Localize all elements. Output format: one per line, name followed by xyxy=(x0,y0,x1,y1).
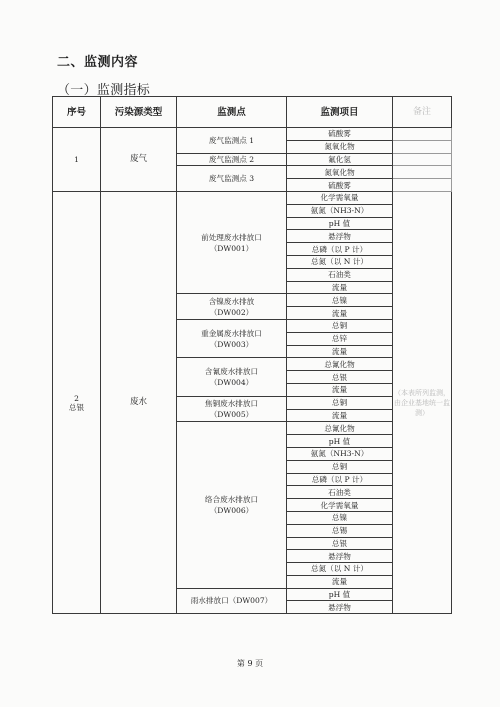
monitoring-point-cell xyxy=(177,358,287,396)
monitoring-item-cell: pH 值 xyxy=(287,435,393,448)
page-number: 第 9 页 xyxy=(236,659,264,668)
monitoring-item-cell: 石油类 xyxy=(287,486,393,499)
monitoring-point-cell xyxy=(177,588,287,614)
monitoring-point-cell xyxy=(177,128,287,154)
monitoring-point-code: （DW004） xyxy=(209,378,254,388)
monitoring-point-cell xyxy=(177,319,287,357)
row-number-cell xyxy=(53,191,101,613)
monitoring-item-cell: 化学需氧量 xyxy=(287,191,393,204)
table-body xyxy=(53,128,452,614)
monitoring-point-cell xyxy=(177,396,287,422)
monitoring-item-cell: 总银 xyxy=(287,537,393,550)
monitoring-point-name: 废气监测点 3 xyxy=(208,174,255,184)
monitoring-item-cell: 总磷（以 P 计） xyxy=(287,473,393,486)
monitoring-item-cell: 总氰化物 xyxy=(287,358,393,371)
monitoring-item-cell: 悬浮物 xyxy=(287,601,393,614)
monitoring-point-cell xyxy=(177,166,287,192)
monitoring-point-name: 含镍废水排放 xyxy=(208,296,255,306)
monitoring-point-name: 焦铜废水排放口 xyxy=(204,399,259,409)
subsection-heading: （一）监测指标 xyxy=(57,83,151,98)
monitoring-point-code: （DW002） xyxy=(209,307,254,317)
monitoring-item-cell: 总铜 xyxy=(287,396,393,409)
monitoring-item-cell: 流量 xyxy=(287,383,393,396)
header-remark: 备注 xyxy=(393,97,452,128)
monitoring-item-cell: 氮氧化物 xyxy=(287,140,393,153)
monitoring-point-cell xyxy=(177,191,287,293)
monitoring-item-cell: 总铜 xyxy=(287,460,393,473)
monitoring-point-cell xyxy=(177,294,287,320)
monitoring-item-cell: 悬浮物 xyxy=(287,550,393,563)
source-type-cell: 废气 xyxy=(101,128,177,192)
monitoring-item-cell: 总锌 xyxy=(287,332,393,345)
header-no: 序号 xyxy=(53,97,101,128)
monitoring-item-cell: 总镍 xyxy=(287,511,393,524)
monitoring-item-cell: 总氮（以 N 计） xyxy=(287,563,393,576)
remark-cell: （本表所列监测，由企业基地统一监测） xyxy=(393,191,452,613)
table-header-row xyxy=(53,97,452,128)
monitoring-point-cell xyxy=(177,422,287,588)
monitoring-point-cell xyxy=(177,153,287,166)
monitoring-item-cell: 氮氧化物 xyxy=(287,166,393,179)
header-type: 污染源类型 xyxy=(101,97,177,128)
monitoring-item-cell: 硫酸雾 xyxy=(287,179,393,192)
monitoring-point-code: （DW001） xyxy=(209,243,254,253)
monitoring-item-cell: 流量 xyxy=(287,575,393,588)
monitoring-item-cell: 硫酸雾 xyxy=(287,128,393,141)
header-item: 监测项目 xyxy=(287,97,393,128)
monitoring-item-cell: 氟化氢 xyxy=(287,153,393,166)
monitoring-point-code: （DW005） xyxy=(209,410,254,420)
monitoring-item-cell: 流量 xyxy=(287,345,393,358)
monitoring-point-code: （DW006） xyxy=(209,506,254,515)
remark-cell xyxy=(393,153,452,166)
monitoring-item-cell: 流量 xyxy=(287,281,393,294)
monitoring-item-cell: 流量 xyxy=(287,409,393,422)
table-row xyxy=(53,128,452,141)
monitoring-item-cell: 化学需氧量 xyxy=(287,499,393,512)
monitoring-item-cell: 悬浮物 xyxy=(287,230,393,243)
source-type-cell: 废水 xyxy=(101,191,177,613)
monitoring-item-cell: 氨氮（NH3-N） xyxy=(287,447,393,460)
remark-cell xyxy=(393,128,452,141)
monitoring-item-cell: 总镍 xyxy=(287,294,393,307)
monitoring-point-code: （DW003） xyxy=(209,339,254,349)
monitoring-point-name: 雨水排放口（DW007） xyxy=(190,596,273,606)
row-number-cell xyxy=(53,128,101,192)
monitoring-point-name: 废气监测点 2 xyxy=(208,154,255,164)
monitoring-item-cell: 流量 xyxy=(287,307,393,320)
row-number: 2 xyxy=(74,393,79,403)
monitoring-item-cell: 总氮（以 N 计） xyxy=(287,255,393,268)
monitoring-item-cell: 总磷（以 P 计） xyxy=(287,243,393,256)
section-heading: 二、监测内容 xyxy=(57,55,139,70)
monitoring-item-cell: pH 值 xyxy=(287,217,393,230)
monitoring-table xyxy=(52,96,452,614)
remark-cell xyxy=(393,179,452,192)
remark-cell xyxy=(393,140,452,153)
row-number: 1 xyxy=(74,154,79,164)
row-number-note: 总银 xyxy=(68,402,85,412)
monitoring-item-cell: 氨氮（NH3-N） xyxy=(287,204,393,217)
monitoring-item-cell: 总银 xyxy=(287,371,393,384)
monitoring-point-name: 废气监测点 1 xyxy=(208,135,255,145)
monitoring-item-cell: 总氰化物 xyxy=(287,422,393,435)
monitoring-item-cell: 石油类 xyxy=(287,268,393,281)
monitoring-point-name: 络合废水排放口 xyxy=(204,495,259,504)
monitoring-item-cell: 总铜 xyxy=(287,319,393,332)
monitoring-point-name: 前处理废水排放口 xyxy=(201,232,262,242)
header-point: 监测点 xyxy=(177,97,287,128)
monitoring-item-cell: pH 值 xyxy=(287,588,393,601)
monitoring-point-name: 重金属废水排放口 xyxy=(201,328,262,338)
remark-cell xyxy=(393,166,452,179)
monitoring-point-name: 含氰废水排放口 xyxy=(204,367,259,377)
table-row xyxy=(53,191,452,204)
monitoring-item-cell: 总锡 xyxy=(287,524,393,537)
